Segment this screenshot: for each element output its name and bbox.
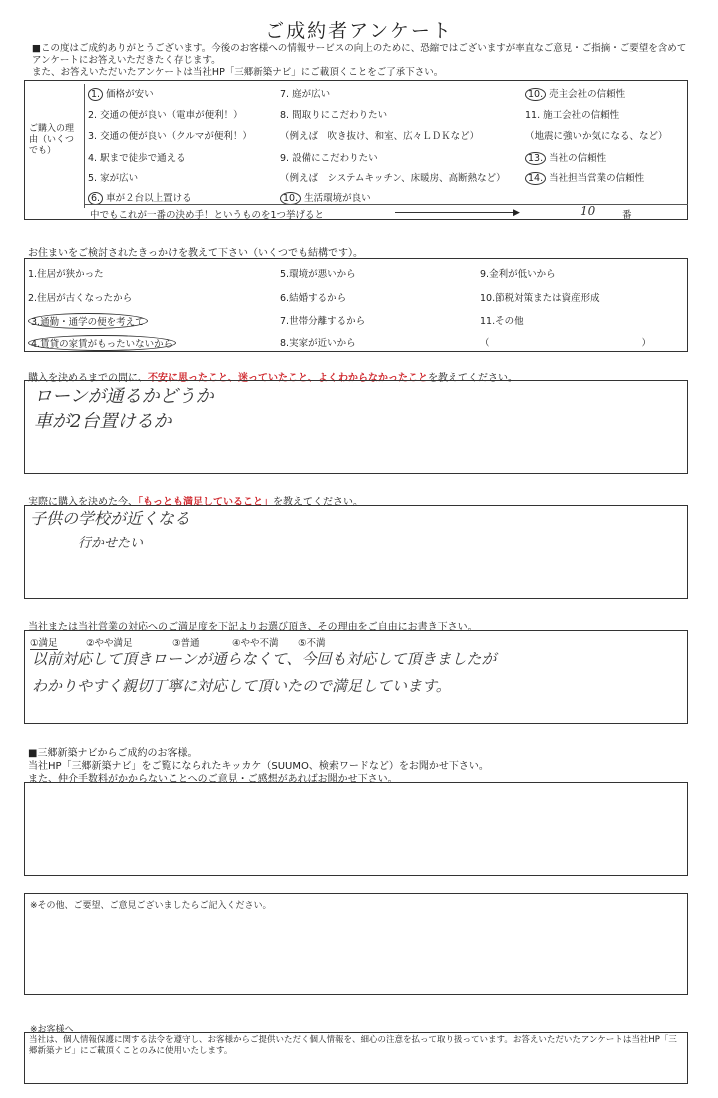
reason-item[interactable] — [88, 170, 138, 184]
reason-label: 間取りにこだわりたい — [292, 110, 388, 121]
rating-question: 当社または当社営業の対応へのご満足度を下記よりお選び頂き、その理由をご自由にお書き下さい。 — [28, 622, 478, 633]
reason-item[interactable] — [525, 86, 625, 101]
reason-label: 施工会社の信頼性 — [543, 110, 620, 121]
rating-option[interactable]: ④やや不満 — [232, 638, 279, 649]
reason-label: 売主会社の信頼性 — [549, 89, 626, 100]
reason-item[interactable] — [525, 150, 606, 165]
reason-label: 交通の便が良い（電車が便利！） — [100, 110, 243, 121]
trigger-label: 4.賃貸の家賃がもったいないから — [28, 335, 176, 351]
question-post: を教えてください。 — [273, 497, 363, 508]
trigger-item[interactable]: 9.金利が低いから — [480, 269, 556, 280]
reason-num: 10. — [525, 88, 546, 101]
trigger-item[interactable]: （ ） — [480, 338, 652, 349]
deciding-unit: 番 — [622, 210, 632, 221]
rating-option[interactable] — [30, 635, 58, 649]
reason-num: 5. — [88, 173, 98, 184]
reason-label: 当社の信頼性 — [549, 153, 607, 164]
reason-label: （例えば 吹き抜け、和室、広々ＬＤＫなど） — [280, 131, 480, 142]
satisfied-answer-line: 行かせたい — [78, 536, 144, 551]
reason-num: 6. — [88, 192, 103, 205]
reason-num: 1. — [88, 88, 103, 101]
trigger-label: 3.通勤・通学の便を考えて — [28, 313, 148, 329]
rating-option[interactable]: ⑤不満 — [298, 638, 326, 649]
anxiety-answer-line: 車が2台置けるか — [34, 411, 172, 432]
reason-label: 当社担当営業の信頼性 — [549, 173, 645, 184]
reason-item — [280, 128, 479, 142]
reason-num: 7. — [280, 89, 290, 100]
trigger-item[interactable]: 1.住居が狭かった — [28, 269, 104, 280]
question-highlight: 「もっとも満足していること」 — [138, 497, 273, 508]
reason-num: 3. — [88, 131, 98, 142]
satisfied-answer-line: 子供の学校が近くなる — [30, 509, 191, 528]
reason-item[interactable] — [525, 170, 644, 185]
navi-line1: 当社HP「三郷新築ナビ」をご覧になられたキッカケ（SUUMO、検索ワードなど）をお聞かせ下さい。 — [28, 761, 489, 772]
arrow-icon: ▶ — [513, 208, 520, 218]
reason-num: 10. — [280, 192, 301, 205]
reason-item[interactable] — [88, 150, 186, 164]
reason-item[interactable] — [280, 107, 387, 121]
anxiety-answer-line: ローンが通るかどうか — [34, 386, 214, 407]
trigger-item[interactable]: 8.実家が近いから — [280, 338, 356, 349]
reason-label: 交通の便が良い（クルマが便利！） — [100, 131, 252, 142]
reason-item[interactable] — [280, 150, 378, 164]
reasons-label: ご購入の理由（いくつでも） — [25, 84, 85, 208]
reason-num: 11. — [525, 110, 541, 121]
question-pre: 購入を決めるまでの間に、 — [28, 373, 148, 384]
intro-text: ■この度はご成約ありがとうございます。今後のお客様への情報サービスの向上のために、恐縮ではございますが率直なご意見・ご指摘・ご要望を含めてアンケートにお答えいただきたく存じます。 また、お答えいただいたアンケートは当社HP「三郷新築ナビ」にご載頂くことをご了承下さい。 — [32, 43, 687, 78]
reason-item — [280, 170, 506, 184]
trigger-item[interactable] — [28, 313, 148, 329]
page-title: ご成約者アンケート — [265, 20, 453, 42]
reason-item[interactable] — [88, 190, 192, 205]
reason-item[interactable] — [88, 128, 252, 142]
trigger-item[interactable]: 5.環境が悪いから — [280, 269, 356, 280]
reason-num: 8. — [280, 110, 290, 121]
question-highlight: 不安に思ったこと、迷っていたこと、よくわからなかったこと — [148, 373, 428, 384]
other-label: ※その他、ご要望、ご意見ございましたらご記入ください。 — [30, 901, 272, 911]
reason-num: 9. — [280, 153, 290, 164]
reason-num: 2. — [88, 110, 98, 121]
reason-label: 駅まで徒歩で通える — [100, 153, 186, 164]
arrow-line — [395, 212, 515, 213]
navi-line2: また、仲介手数料がかからないことへのご意見・ご感想があればお聞かせ下さい。 — [28, 774, 398, 785]
divider — [85, 204, 688, 205]
reason-item — [525, 128, 668, 142]
reason-label: 車が２台以上置ける — [106, 193, 192, 204]
trigger-item[interactable]: 2.住居が古くなったから — [28, 293, 133, 304]
footer-label: ※お客様へ — [30, 1025, 74, 1035]
reason-item[interactable] — [280, 86, 330, 100]
rating-answer-line: 以前対応して頂きローンが通らなくて、今回も対応して頂きましたが — [32, 650, 497, 668]
reason-label: 設備にこだわりたい — [292, 153, 378, 164]
reason-item[interactable] — [88, 107, 243, 121]
reason-item[interactable] — [525, 107, 619, 121]
reason-label: 生活環境が良い — [304, 193, 371, 204]
trigger-item[interactable]: 7.世帯分離するから — [280, 316, 366, 327]
rating-option[interactable]: ②やや満足 — [86, 638, 133, 649]
reason-label: 家が広い — [100, 173, 139, 184]
reason-num: 4. — [88, 153, 98, 164]
trigger-item[interactable]: 10.節税対策または資産形成 — [480, 293, 600, 304]
trigger-item[interactable] — [28, 335, 176, 351]
trigger-item[interactable]: 6.結婚するから — [280, 293, 347, 304]
reason-label: （地震に強いか気になる、など） — [525, 131, 668, 142]
footer-notice: 当社は、個人情報保護に関する法令を遵守し、お客様からご提供いただく個人情報を、細心の注意を払って取り扱っています。お答えいただいたアンケートは当社HP「三郷新築ナビ」にご載頂くことのみに使用いたします。 — [24, 1032, 688, 1084]
rating-answer-line: わかりやすく親切丁寧に対応して頂いたので満足しています。 — [32, 677, 451, 695]
trigger-item[interactable]: 11.その他 — [480, 316, 524, 327]
rating-option-label: ①満足 — [30, 638, 58, 649]
reason-label: （例えば システムキッチン、床暖房、高断熱など） — [280, 173, 506, 184]
rating-option[interactable]: ③普通 — [172, 638, 200, 649]
reason-num: 14. — [525, 172, 546, 185]
reason-num: 13. — [525, 152, 546, 165]
question-pre: 実際に購入を決めた今、 — [28, 497, 138, 508]
reason-item[interactable] — [280, 190, 371, 205]
trigger-question: お住まいをご検討されたきっかけを教えて下さい（いくつでも結構です）。 — [28, 248, 363, 259]
reason-label: 庭が広い — [292, 89, 331, 100]
question-post: を教えてください。 — [428, 373, 518, 384]
deciding-prompt: 中でもこれが一番の決め手！というものを1つ挙げると — [90, 210, 325, 221]
deciding-answer[interactable]: 10 — [580, 204, 596, 218]
navi-answer-box[interactable] — [24, 782, 688, 876]
reason-item[interactable] — [88, 86, 154, 101]
reason-label: 価格が安い — [106, 89, 154, 100]
navi-heading: ■三郷新築ナビからご成約のお客様。 — [28, 748, 198, 759]
